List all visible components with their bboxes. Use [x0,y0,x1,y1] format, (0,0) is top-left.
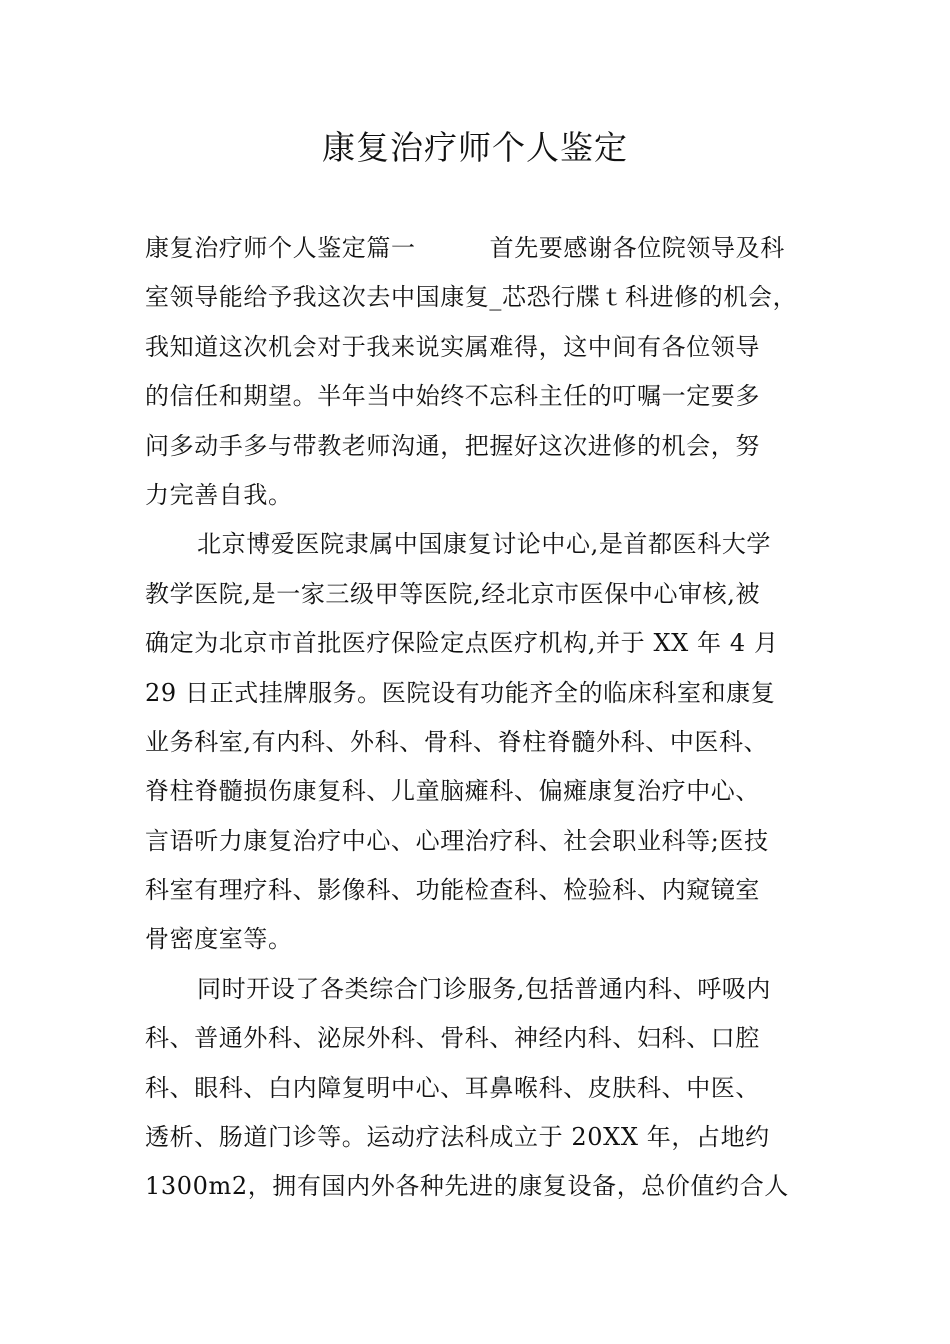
line-text: 首先要感谢各位院领导及科 [489,234,785,262]
document-title: 康复治疗师个人鉴定 [322,128,628,167]
text-line: 业务科室,有内科、外科、骨科、脊柱脊髓外科、中医科、 [145,727,769,756]
paragraph-first-line: 北京博爱医院隶属中国康复讨论中心,是首都医科大学 [197,530,772,559]
text-line: 我知道这次机会对于我来说实属难得，这中间有各位领导 [145,332,760,361]
text-line: 科室有理疗科、影像科、功能检查科、检验科、内窥镜室 [145,876,760,905]
text-line: 脊柱脊髓损伤康复科、儿童脑瘫科、偏瘫康复治疗中心、 [145,777,760,806]
text-line: 力完善自我。 [145,480,293,509]
paragraph-first-line: 同时开设了各类综合门诊服务,包括普通内科、呼吸内 [197,974,772,1003]
text-line: 科、普通外科、泌尿外科、骨科、神经内科、妇科、口腔 [145,1024,760,1053]
text-line: 的信任和期望。半年当中始终不忘科主任的叮嘱一定要多 [145,382,760,411]
text-line: 科、眼科、白内障复明中心、耳鼻喉科、皮肤科、中医、 [145,1073,760,1102]
text-line: 确定为北京市首批医疗保险定点医疗机构,并于 XX 年 4 月 [145,629,779,658]
document-body [145,224,810,1212]
text-line: 29 日正式挂牌服务。医院设有功能齐全的临床科室和康复 [145,678,776,707]
text-line: 骨密度室等。 [145,925,293,954]
text-line: 1300m2，拥有国内外各种先进的康复设备，总价值约合人 [145,1172,789,1201]
text-line: 问多动手多与带教老师沟通，把握好这次进修的机会，努 [145,431,760,460]
text-line [145,224,810,273]
section-heading: 康复治疗师个人鉴定篇一 [145,234,416,262]
text-line: 室领导能给予我这次去中国康复_芯恐行牒ｔ科进修的机会， [145,283,798,312]
text-line: 言语听力康复治疗中心、心理治疗科、社会职业科等;医技 [145,826,769,855]
text-line: 教学医院,是一家三级甲等医院,经北京市医保中心审核,被 [145,579,761,608]
text-line: 透析、肠道门诊等。运动疗法科成立于 20XX 年，占地约 [145,1123,770,1152]
